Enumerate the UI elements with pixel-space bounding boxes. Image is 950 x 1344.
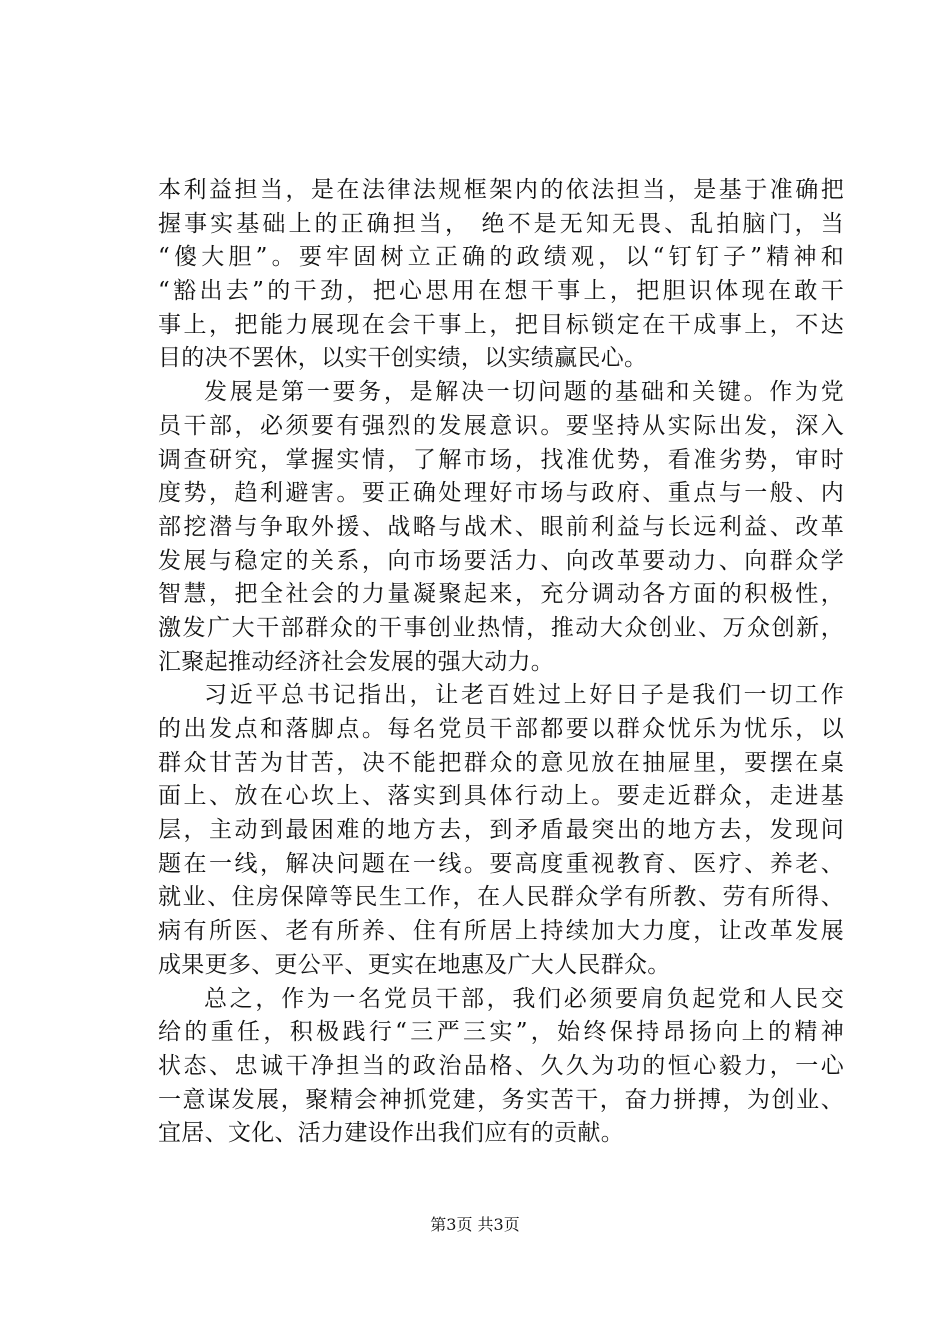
text-line: 握事实基础上的正确担当， 绝不是无知无畏、乱拍脑门，当	[158, 210, 844, 237]
text-line: 员干部，必须要有强烈的发展意识。要坚持从实际出发，深入	[158, 412, 844, 439]
text-line: 总之，作为一名党员干部，我们必须要肩负起党和人民交	[204, 985, 844, 1012]
paragraph	[158, 376, 844, 679]
text-line: 智慧，把全社会的力量凝聚起来，充分调动各方面的积极性，	[158, 581, 844, 608]
text-line: 度势，趋利避害。要正确处理好市场与政府、重点与一般、内	[158, 480, 844, 507]
text-line: 习近平总书记指出，让老百姓过上好日子是我们一切工作	[204, 682, 844, 709]
text-line: 状态、忠诚干净担当的政治品格、久久为功的恒心毅力，一心	[158, 1052, 844, 1079]
text-line: 发展与稳定的关系，向市场要活力、向改革要动力、向群众学	[158, 547, 844, 574]
text-line: 给的重任，积极践行“三严三实”，始终保持昂扬向上的精神	[158, 1019, 844, 1046]
text-line: 本利益担当，是在法律法规框架内的依法担当，是基于准确把	[158, 177, 844, 203]
text-line: 事上，把能力展现在会干事上，把目标锁定在干成事上，不达	[158, 311, 844, 338]
text-line: “豁出去”的干劲，把心思用在想干事上，把胆识体现在敢干	[158, 278, 844, 305]
paragraph	[158, 983, 844, 1151]
text-line: 部挖潜与争取外援、战略与战术、眼前利益与长远利益、改革	[158, 513, 844, 540]
text-line: 调查研究，掌握实情，了解市场，找准优势，看准劣势，审时	[158, 446, 844, 473]
text-line: 题在一线，解决问题在一线。要高度重视教育、医疗、养老、	[158, 850, 844, 877]
text-line: 宜居、文化、活力建设作出我们应有的贡献。	[158, 1120, 624, 1147]
page-footer: 第3页 共3页	[430, 1215, 520, 1234]
paragraph	[158, 679, 844, 982]
text-line: 汇聚起推动经济社会发展的强大动力。	[158, 648, 555, 675]
text-line: 群众甘苦为甘苦，决不能把群众的意见放在抽屉里，要摆在桌	[158, 749, 844, 776]
text-line: 一意谋发展，聚精会神抓党建，务实苦干，奋力拼搏，为创业、	[158, 1086, 844, 1113]
document-body	[158, 174, 844, 1151]
text-line: 激发广大干部群众的干事创业热情，推动大众创业、万众创新，	[158, 614, 844, 641]
text-line: “傻大胆”。要牢固树立正确的政绩观，以“钉钉子”精神和	[158, 244, 844, 271]
paragraph	[158, 174, 844, 376]
text-line: 病有所医、老有所养、住有所居上持续加大力度，让改革发展	[158, 918, 844, 945]
text-line: 面上、放在心坎上、落实到具体行动上。要走近群众，走进基	[158, 783, 844, 810]
text-line: 层，主动到最困难的地方去，到矛盾最突出的地方去，发现问	[158, 817, 844, 844]
text-line: 目的决不罢休，以实干创实绩，以实绩赢民心。	[158, 345, 648, 372]
text-line: 发展是第一要务，是解决一切问题的基础和关键。作为党	[204, 379, 844, 406]
text-line: 成果更多、更公平、更实在地惠及广大人民群众。	[158, 951, 671, 978]
text-line: 就业、住房保障等民生工作，在人民群众学有所教、劳有所得、	[158, 884, 844, 911]
text-line: 的出发点和落脚点。每名党员干部都要以群众忧乐为忧乐，以	[158, 716, 844, 742]
